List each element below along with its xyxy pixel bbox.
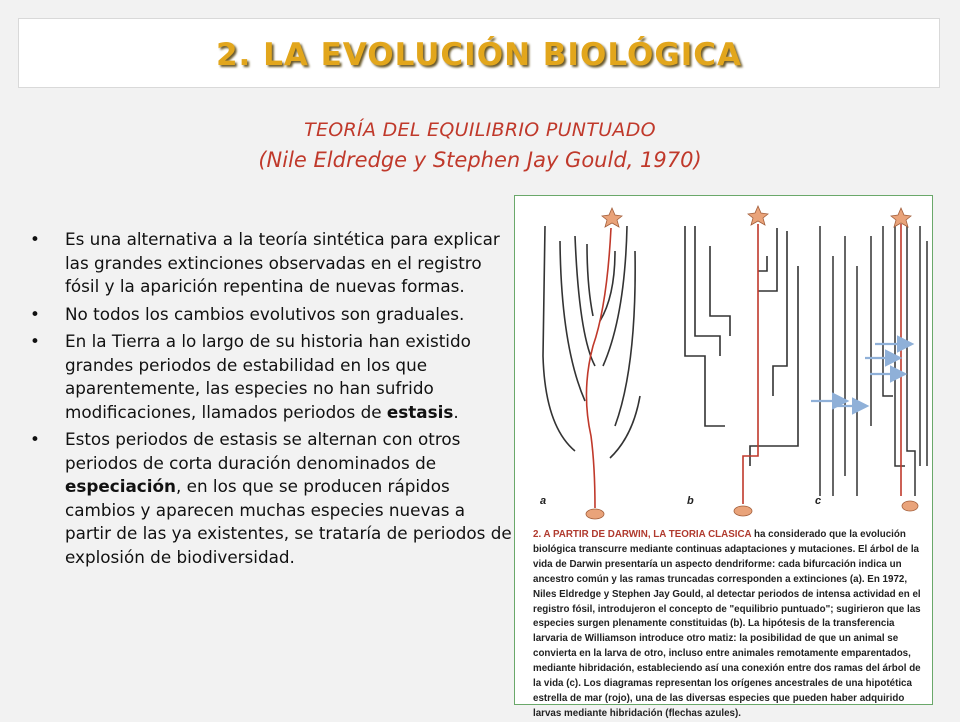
bullet-text: No todos los cambios evolutivos son graduales. xyxy=(65,303,465,324)
bullet-item xyxy=(30,303,514,327)
bullet-list xyxy=(30,228,514,573)
larva-icon xyxy=(586,509,604,519)
bullet-text-end: , en los que se producen rápidos cambios y aparecen muchas especies nuevas a partir de las ya existentes, se trataría de periodos de explosión de biodiversidad. xyxy=(65,476,512,567)
slide-title: 2. LA EVOLUCIÓN BIOLÓGICA xyxy=(215,37,743,73)
theory-name: TEORÍA DEL EQUILIBRIO PUNTUADO xyxy=(304,119,656,141)
tree-panel-b xyxy=(685,224,798,504)
bullet-item xyxy=(30,428,514,569)
tree-panel-c xyxy=(820,226,927,496)
bullet-item xyxy=(30,330,514,424)
bullet-text: Estos periodos de estasis se alternan con otros periodos de corta duración denominados de xyxy=(65,429,461,473)
bullet-text: Es una alternativa a la teoría sintética para explicar las grandes extinciones observadas en el registro fósil y la aparición repentina de nuevas formas. xyxy=(65,229,500,296)
caption-body: ha considerado que la evolución biológica transcurre mediante continuas adaptaciones y mutaciones. El árbol de la vida de Darwin presentaría un aspecto dendriforme: cada bifurcación indica un ancestro común y las ramas truncadas corresponden a extinciones (a). En 1972, Niles Eldredge y Stephen Jay Gould, al detectar periodos de intensa actividad en el registro fósil, introdujeron el concepto de "equilibrio puntuado"; sugirieron que las especies surgen plenamente constituidas (b). La hipótesis de la transferencia larvaria de Williamson introduce otro matiz: la posibilidad de que un animal se convierta en la larva de otro, incluso entre animales remotamente emparentados, mediante hibridación, estableciendo así una conexión entre dos ramas del árbol de la vida (c). Los diagramas representan los orígenes ancestrales de una hipotética estrella de mar (rojo), una de las diversas especies que pueden haber adquirido larvas mediante hibridación (flechas azules). xyxy=(533,529,921,719)
bullet-item xyxy=(30,228,514,299)
evolution-figure xyxy=(514,195,933,719)
bullet-text: En la Tierra a lo largo de su historia han existido grandes periodos de estabilidad en los que aparentemente, las especies no han sufrido modificaciones, llamados periodos de xyxy=(65,331,471,422)
panel-label-b: b xyxy=(687,495,694,507)
starfish-icon xyxy=(602,208,622,227)
larva-icon xyxy=(734,506,752,516)
starfish-icon xyxy=(748,206,768,225)
theory-authors: (Nile Eldredge y Stephen Jay Gould, 1970) xyxy=(258,148,702,172)
tree-panel-a xyxy=(543,226,640,508)
caption-lead: 2. A PARTIR DE DARWIN, LA TEORIA CLASICA xyxy=(533,529,752,540)
title-box xyxy=(18,18,940,88)
panel-label-c: c xyxy=(815,495,822,507)
larva-icon xyxy=(902,501,918,511)
term-especiacion: especiación xyxy=(65,476,176,496)
panel-label-a: a xyxy=(540,495,547,507)
phylogeny-diagrams xyxy=(515,196,932,526)
bullet-text-end: . xyxy=(453,401,459,422)
figure-caption xyxy=(533,528,923,722)
term-estasis: estasis xyxy=(386,401,454,422)
